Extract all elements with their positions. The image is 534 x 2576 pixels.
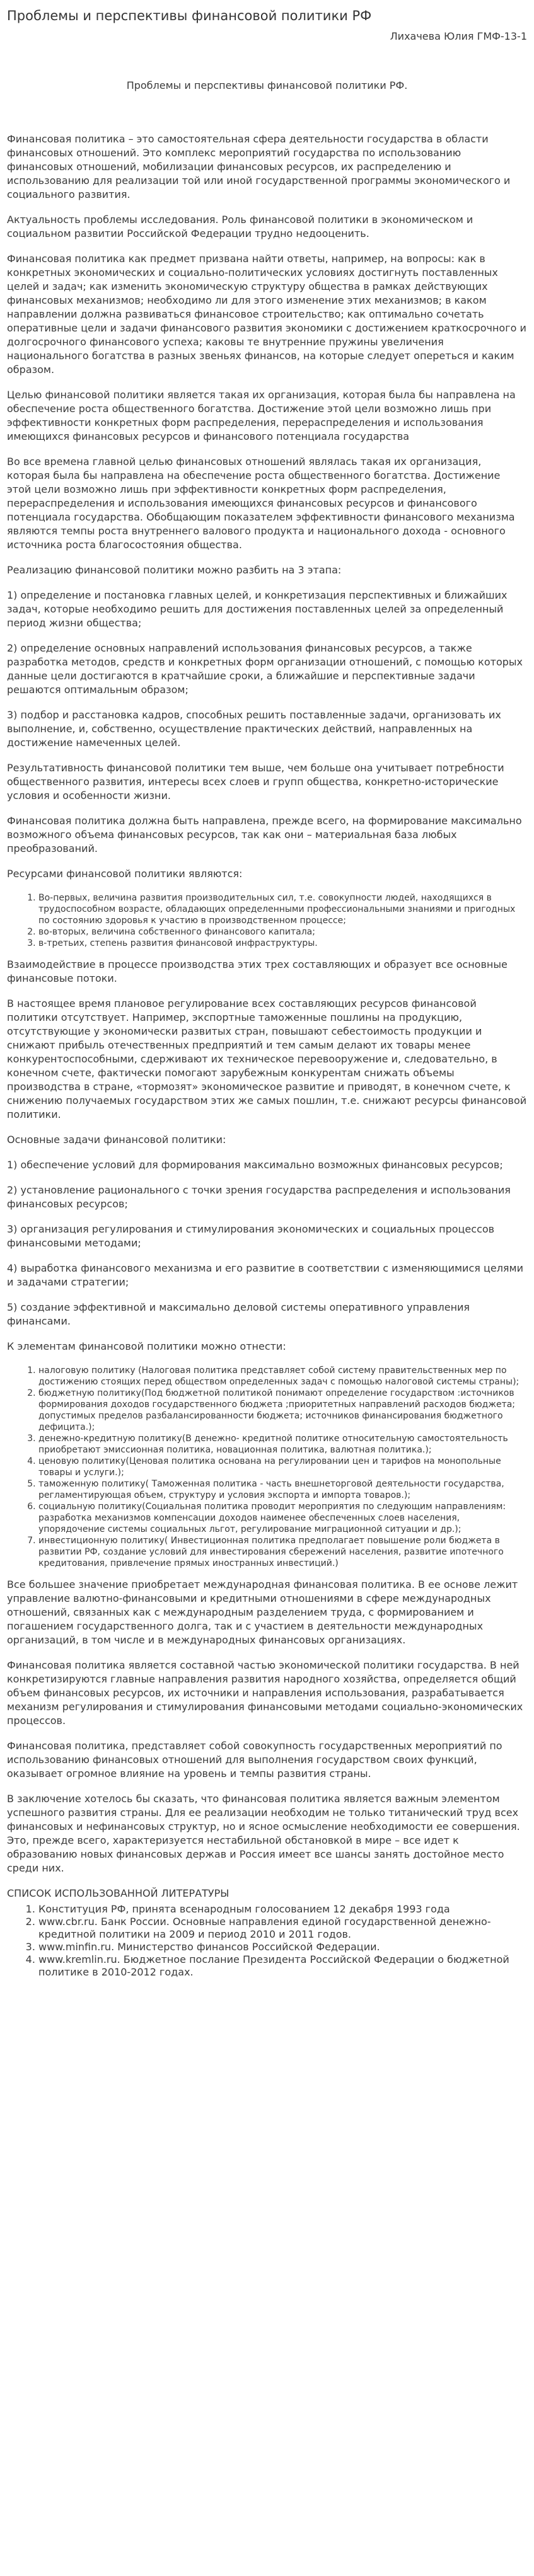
list-item: 2. бюджетную политику(Под бюджетной политикой понимают определение государством :источников формирования доходов государственного бюджета ;приоритетных направлений расходов бюджета; допустимых пределов разбалансированности бюджета; источников финансирования бюджетного дефицита.); [38, 1388, 527, 1433]
list-item: 5. таможенную политику( Таможенная политика - часть внешнеторговой деятельности государства, регламентирующая объем, структуру и условия экспорта и импорта товаров.); [38, 1478, 527, 1501]
center-title: Проблемы и перспективы финансовой политики РФ. [126, 79, 408, 91]
paragraph: Основные задачи финансовой политики: [7, 1134, 226, 1146]
paragraph: 3) организация регулирования и стимулирования экономических и социальных процессов финансовыми методами; [7, 1223, 495, 1249]
paragraph: Финансовая политика – это самостоятельная сфера деятельности государства в области финансовых отношений. Это комплекс мероприятий государства по использованию финансовых отношений, мобилизации финансовых ресурсов, их распределению и использованию для реализации той или иной государственной программы экономического и социального развития. [7, 133, 511, 200]
paragraph: Взаимодействие в процессе производства этих трех составляющих и образует все основные финансовые потоки. [7, 958, 508, 984]
paragraph: Во все времена главной целью финансовых отношений являлась такая их организация, которая была бы направлена на обеспечение роста общественного богатства. Достижение этой цели возможно лишь при эффективности конкретных форм распределения, перераспределения и использования имеющихся финансовых ресурсов и финансового потенциала государства. Обобщающим показателем эффективности финансового механизма являются темпы роста внутреннего валового продукта и национального дохода - основного источника роста благосостояния общества. [7, 456, 515, 551]
paragraph: Результативность финансовой политики тем выше, чем больше она учитывает потребности общественного развития, интересы всех слоев и групп общества, конкретно-исторические условия и особенности жизни. [7, 762, 504, 802]
paragraph: В настоящее время плановое регулирование всех составляющих ресурсов финансовой политики отсутствует. Например, экспортные таможенные пошлины на продукцию, отсутствующие у экономически развитых стран, повышают себестоимость продукции и снижают прибыль отечественных предприятий и тем самым делают их товары менее конкурентоспособными, сдерживают их техническое перевооружение и, следовательно, в конечном счете, фактически помогают зарубежным конкурентам снижать объемы производства в стране, «тормозят» экономическое развитие и приводят, в конечном счете, к снижению получаемых государством этих же самых пошлин, т.е. снижают ресурсы финансовой политики. [7, 998, 527, 1120]
paragraph: 1) определение и постановка главных целей, и конкретизация перспективных и ближайших задач, которые необходимо решить для достижения поставленных целей за определенный период жизни общества; [7, 589, 508, 629]
paragraph: Все большее значение приобретает международная финансовая политика. В ее основе лежит управление валютно-финансовыми и кредитными отношениями в сфере международных отношений, связанных как с международным разделением труда, с формированием и погашением государственного долга, так и с участием в деятельности международных организаций, в том числе и в международных финансовых организациях. [7, 1578, 518, 1646]
list-item: 1. Во-первых, величина развития производительных сил, т.е. совокупности людей, находящихся в трудоспособном возрасте, обладающих определенными профессиональными знаниями и пригодных по состоянию здоровья к участию в производственном процессе; [38, 892, 527, 926]
references-title: СПИСОК ИСПОЛЬЗОВАННОЙ ЛИТЕРАТУРЫ [7, 1887, 229, 1899]
list-item: 6. социальную политику(Социальная политика проводит мероприятия по следующим направлениям: разработка механизмов компенсации доходов наименее обеспеченных слоев населения, упорядочение системы социальных льгот, регулирование миграционной ситуации и др.); [38, 1501, 527, 1535]
paragraph: 4) выработка финансового механизма и его развитие в соответствии с изменяющимися целями и задачами стратегии; [7, 1262, 524, 1288]
paragraph: 2) установление рационального с точки зрения государства распределения и использования финансовых ресурсов; [7, 1184, 511, 1210]
list-item: 7. инвестиционную политику( Инвестиционная политика предполагает повышение роли бюджета в развитии РФ, создание условий для инвестирования сбережений населения, развитие ипотечного кредитования, привлечение прямых иностранных инвестиций.) [38, 1535, 527, 1569]
author-line: Лихачева Юлия ГМФ-13-1 [390, 30, 527, 42]
list-item: 4. ценовую политику(Ценовая политика основана на регулировании цен и тарифов на монопольные товары и услуги.); [38, 1456, 527, 1478]
references-list [7, 1903, 527, 1979]
paragraph: 3) подбор и расстановка кадров, способных решить поставленные задачи, организовать их выполнение, и, собственно, осуществление практических действий, направленных на достижение намеченных целей. [7, 709, 501, 749]
list-item: 3. денежно-кредитную политику(В денежно- кредитной политике относительную самостоятельность приобретают эмиссионная политика, новационная политика, валютная политика.); [38, 1433, 527, 1456]
paragraph: К элементам финансовой политики можно отнести: [7, 1340, 286, 1352]
paragraph: Ресурсами финансовой политики являются: [7, 868, 243, 880]
paragraph: Финансовая политика является составной частью экономической политики государства. В ней конкретизируются главные направления развития народного хозяйства, определяется общий объем финансовых ресурсов, их источники и направления использования, разрабатывается механизм регулирования и стимулирования финансовыми методами социально-экономических процессов. [7, 1659, 523, 1727]
paragraph: 2) определение основных направлений использования финансовых ресурсов, а также разработка методов, средств и конкретных форм организации отношений, с помощью которых данные цели достигаются в кратчайшие сроки, а ближайшие и перспективные задачи решаются оптимальным образом; [7, 642, 523, 696]
paragraph: Целью финансовой политики является такая их организация, которая была бы направлена на обеспечение роста общественного богатства. Достижение этой цели возможно лишь при эффективности конкретных форм распределения, перераспределения и использования имеющихся финансовых ресурсов и финансового потенциала государства [7, 389, 516, 442]
list-item: 1. налоговую политику (Налоговая политика представляет собой систему правительственных мер по достижению стоящих перед обществом определенных задач с помощью налоговой системы страны); [38, 1365, 527, 1388]
policy-elements-list [7, 1365, 527, 1569]
list-item: 2. во-вторых, величина собственного финансового капитала; [38, 926, 527, 938]
paragraph: Финансовая политика, представляет собой совокупность государственных мероприятий по использованию финансовых отношений для выполнения государством своих функций, оказывает огромное влияние на уровень и темпы развития страны. [7, 1740, 502, 1780]
paragraph: В заключение хотелось бы сказать, что финансовая политика является важным элементом успешного развития страны. Для ее реализации необходим не только титанический труд всех финансовых и нефинансовых структур, но и ясное осмысление необходимости ее совершения. Это, прежде всего, характеризуется нестабильной обстановкой в мире – все идет к образованию новых финансовых держав и Россия имеет все шансы занять достойное место среди них. [7, 1793, 520, 1874]
resources-list [7, 892, 527, 949]
document-title: Проблемы и перспективы финансовой политики РФ [7, 8, 372, 23]
reference-item: 2. www.cbr.ru. Банк России. Основные направления единой государственной денежно-кредитной политики на 2009 и период 2010 и 2011 годов. [38, 1916, 527, 1941]
reference-item: 1. Конституция РФ, принята всенародным голосованием 12 декабря 1993 года [38, 1903, 527, 1916]
paragraph: Финансовая политика как предмет призвана найти ответы, например, на вопросы: как в конкретных экономических и социально-политических условиях достигнуть поставленных целей и задач; как изменить экономическую структуру общества в рамках действующих финансовых механизмов; необходимо ли для этого изменение этих механизмов; в каком направлении должна развиваться финансовое строительство; как оптимально сочетать оперативные цели и задачи финансового развития экономики с достижением краткосрочного и долгосрочного финансового успеха; каковы те внутренние пружины увеличения национального богатства в разных звеньях финансов, на которые следует опереться и каким образом. [7, 253, 526, 376]
paragraph: Актуальность проблемы исследования. Роль финансовой политики в экономическом и социальном развитии Российской Федерации трудно недооценить. [7, 214, 473, 239]
list-item: 3. в-третьих, степень развития финансовой инфраструктуры. [38, 938, 527, 949]
reference-item: 4. www.kremlin.ru. Бюджетное послание Президента Российской Федерации о бюджетной политике в 2010-2012 годах. [38, 1953, 527, 1979]
reference-item: 3. www.minfin.ru. Министерство финансов Российской Федерации. [38, 1941, 527, 1953]
paragraph: 5) создание эффективной и максимально деловой системы оперативного управления финансами. [7, 1301, 470, 1327]
paragraph: Реализацию финансовой политики можно разбить на 3 этапа: [7, 564, 342, 576]
paragraph: 1) обеспечение условий для формирования максимально возможных финансовых ресурсов; [7, 1159, 503, 1171]
paragraph: Финансовая политика должна быть направлена, прежде всего, на формирование максимально возможного объема финансовых ресурсов, так как они – материальная база любых преобразований. [7, 815, 522, 854]
